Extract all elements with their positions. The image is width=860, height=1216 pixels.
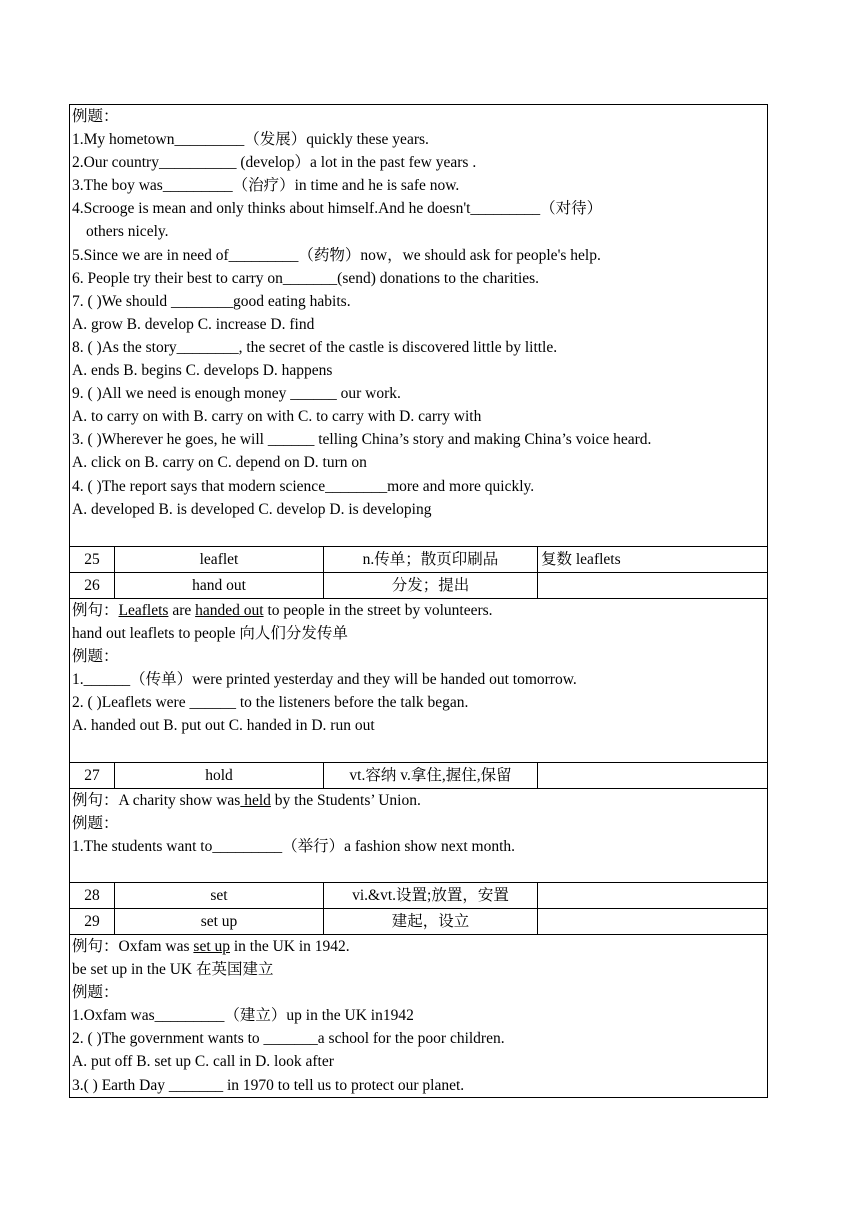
text-line: A. handed out B. put out C. handed in D. run out	[72, 717, 375, 735]
vocab-meaning: n.传单；散页印刷品	[324, 547, 538, 572]
text-line: 1.The students want to_________（举行）a fashion show next month.	[72, 838, 515, 856]
worksheet-table	[69, 104, 768, 1098]
text-line: 7. ( )We should ________good eating habits.	[72, 292, 351, 310]
exercise-block-set-up	[69, 934, 768, 1098]
text-line: 3. ( )Wherever he goes, he will ______ telling China’s story and making China’s voice heard.	[72, 431, 652, 449]
vocab-meaning: 分发；提出	[324, 573, 538, 598]
vocab-row	[69, 546, 768, 572]
text-line: 2. ( )The government wants to _______a school for the poor children.	[72, 1030, 505, 1048]
exercise-block-hand-out	[69, 598, 768, 762]
text-line: A. grow B. develop C. increase D. find	[72, 315, 315, 333]
example-sentence: 例句：Leaflets are handed out to people in the street by volunteers.	[72, 602, 493, 619]
row-number: 25	[70, 547, 115, 572]
vocab-note	[538, 573, 767, 598]
example-sentence: 例句：A charity show was held by the Students’ Union.	[72, 792, 421, 809]
text-line: 2.Our country__________ (develop）a lot in the past few years .	[72, 154, 477, 172]
vocab-word: set	[115, 883, 324, 908]
vocab-note: 复数 leaflets	[541, 551, 621, 568]
text-line: hand out leaflets to people 向人们分发传单	[72, 625, 348, 643]
vocab-word: hold	[115, 763, 324, 788]
text-line: 1.My hometown_________（发展）quickly these years.	[72, 131, 429, 149]
text-line: 6. People try their best to carry on_______(send) donations to the charities.	[72, 269, 540, 287]
text-line: others nicely.	[86, 223, 169, 241]
text-line: 例题：	[72, 984, 119, 1002]
text-line: 5.Since we are in need of_________（药物）now，we should ask for people's help.	[72, 246, 601, 264]
vocab-note	[538, 883, 767, 908]
exercise-block-develop	[69, 104, 768, 546]
text-line: 3.( ) Earth Day _______ in 1970 to tell us to protect our planet.	[72, 1076, 465, 1094]
row-number: 26	[70, 573, 115, 598]
vocab-note	[538, 909, 767, 934]
vocab-word: hand out	[115, 573, 324, 598]
text-line: A. ends B. begins C. develops D. happens	[72, 362, 333, 380]
text-line: 3.The boy was_________（治疗）in time and he is safe now.	[72, 177, 460, 195]
text-line: 4. ( )The report says that modern science________more and more quickly.	[72, 477, 535, 495]
vocab-word: leaflet	[115, 547, 324, 572]
vocab-meaning: vi.&vt.设置;放置，安置	[324, 883, 538, 908]
text-line: 8. ( )As the story________, the secret of the castle is discovered little by little.	[72, 338, 558, 356]
text-line: 4.Scrooge is mean and only thinks about himself.And he doesn't_________（对待）	[72, 200, 603, 218]
text-line: 例题：	[72, 108, 119, 125]
text-line: 2. ( )Leaflets were ______ to the listeners before the talk began.	[72, 694, 469, 712]
vocab-meaning: 建起，设立	[324, 909, 538, 934]
example-sentence: 例句：Oxfam was set up in the UK in 1942.	[72, 938, 350, 955]
row-number: 27	[70, 763, 115, 788]
vocab-row	[69, 882, 768, 908]
row-number: 28	[70, 883, 115, 908]
vocab-word: set up	[115, 909, 324, 934]
text-line: A. developed B. is developed C. develop D. is developing	[72, 500, 432, 518]
text-line: 1.______（传单）were printed yesterday and they will be handed out tomorrow.	[72, 671, 577, 689]
text-line: A. to carry on with B. carry on with C. to carry with D. carry with	[72, 408, 482, 426]
vocab-note	[538, 763, 767, 788]
vocab-meaning: vt.容纳 v.拿住,握住,保留	[324, 763, 538, 788]
text-line: A. put off B. set up C. call in D. look after	[72, 1053, 334, 1071]
vocab-row	[69, 762, 768, 788]
text-line: A. click on B. carry on C. depend on D. turn on	[72, 454, 367, 472]
text-line: 1.Oxfam was_________（建立）up in the UK in1942	[72, 1007, 414, 1025]
row-number: 29	[70, 909, 115, 934]
text-line: 9. ( )All we need is enough money ______ our work.	[72, 385, 401, 403]
vocab-row	[69, 572, 768, 598]
vocab-row	[69, 908, 768, 934]
text-line: 例题：	[72, 648, 119, 666]
text-line: 例题：	[72, 815, 119, 833]
text-line: be set up in the UK 在英国建立	[72, 961, 274, 979]
exercise-block-hold	[69, 788, 768, 882]
